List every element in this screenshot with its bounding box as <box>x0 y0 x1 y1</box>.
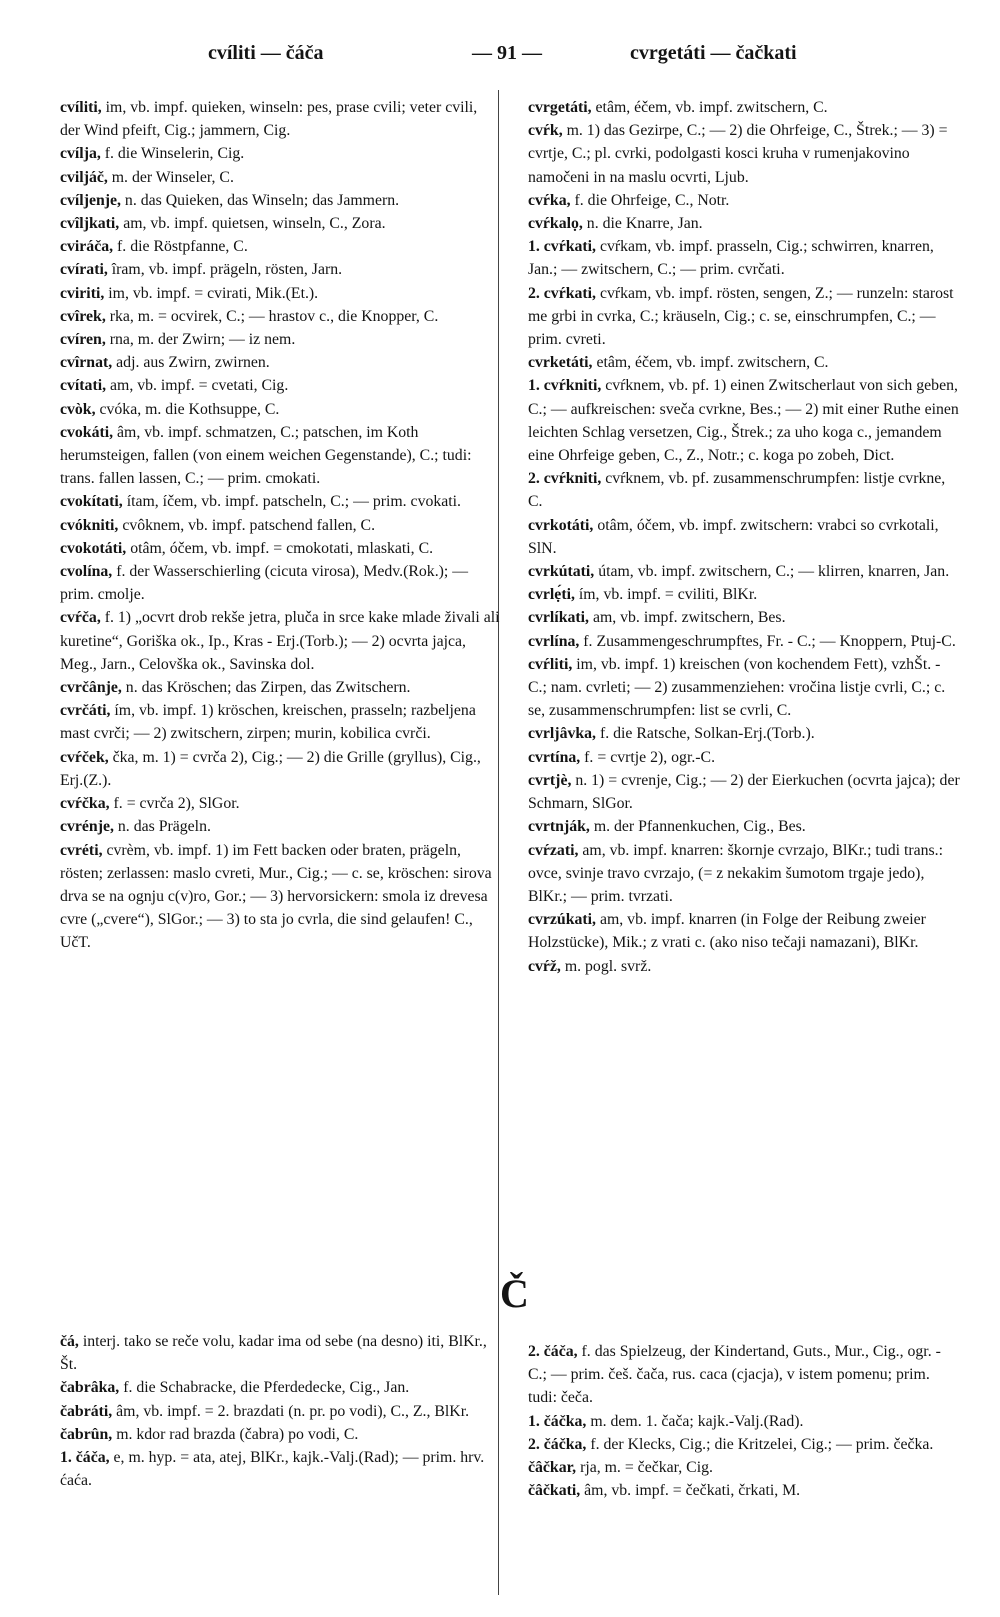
definition: îram, vb. impf. prägeln, rösten, Jarn. <box>111 261 343 279</box>
dictionary-entry <box>60 1446 500 1492</box>
headword: cvŕček, <box>60 748 109 766</box>
dictionary-entry <box>60 1376 500 1399</box>
definition: útam, vb. impf. zwitschern, C.; — klirren, knarren, Jan. <box>598 563 950 581</box>
headword: čabrâka, <box>60 1379 120 1397</box>
page-number: — 91 — <box>472 42 542 64</box>
dictionary-entry <box>528 212 960 235</box>
definition: n. das Quieken, das Winseln; das Jammern. <box>124 191 400 209</box>
definition: čka, m. 1) = cvrča 2), Cig.; — 2) die Grille (gryllus), Cig., Erj.(Z.). <box>60 748 481 789</box>
header-right: cvrgetáti — čačkati <box>630 42 797 64</box>
definition: f. die Schabracke, die Pferdedecke, Cig., Jan. <box>123 1379 410 1397</box>
headword: čá, <box>60 1333 79 1350</box>
headword: cvîrek, <box>60 307 106 325</box>
headword: cvrkútati, <box>528 563 595 581</box>
definition: ítam, íčem, vb. impf. patscheln, C.; — prim. cvokati. <box>126 493 462 511</box>
dictionary-entry <box>60 606 500 676</box>
headword: 2. cvŕkniti, <box>528 470 602 488</box>
headword: cvrgetáti, <box>528 99 592 116</box>
dictionary-entry <box>60 792 500 815</box>
dictionary-entry <box>528 955 960 978</box>
definition: m. dem. 1. čača; kajk.-Valj.(Rad). <box>590 1412 804 1430</box>
headword: cvŕča, <box>60 609 101 627</box>
dictionary-entry <box>528 746 960 769</box>
headword: čabráti, <box>60 1402 113 1420</box>
dictionary-entry <box>60 1423 500 1446</box>
dictionary-entry <box>528 235 960 281</box>
definition: f. = cvrtje 2), ogr.-C. <box>584 748 716 766</box>
dictionary-entry <box>60 96 500 142</box>
definition: adj. aus Zwirn, zwirnen. <box>116 354 270 372</box>
dictionary-entry <box>60 142 500 165</box>
headword: cvíliti, <box>60 99 102 116</box>
dictionary-entry <box>60 235 500 258</box>
definition: n. die Knarre, Jan. <box>586 215 703 233</box>
headword: cvrtjè, <box>528 771 572 789</box>
definition: im, vb. impf. quieken, winseln: pes, prase cvili; veter cvili, der Wind pfeift, Cig.; jammern, Cig. <box>60 99 478 140</box>
headword: čâčkar, <box>528 1459 577 1477</box>
headword: cvŕčka, <box>60 795 110 813</box>
definition: f. der Klecks, Cig.; die Kritzelei, Cig.; — prim. čečka. <box>590 1435 934 1453</box>
dictionary-entry <box>528 1410 960 1433</box>
definition: f. Zusammengeschrumpftes, Fr. - C.; — Knoppern, Ptuj-C. <box>583 632 956 650</box>
dictionary-entry <box>60 514 500 537</box>
dictionary-entry <box>528 908 960 954</box>
dictionary-entry <box>60 839 500 955</box>
headword: cvrljâvka, <box>528 725 597 743</box>
definition: f. der Wasserschierling (cicuta virosa), Medv.(Rok.); — prim. cmolje. <box>60 563 469 604</box>
dictionary-entry <box>528 815 960 838</box>
definition: cvóka, m. die Kothsuppe, C. <box>99 400 280 418</box>
left-column-c-section <box>60 1330 500 1492</box>
definition: m. pogl. svrž. <box>564 957 652 975</box>
dictionary-entry <box>528 653 960 723</box>
headword: cvíren, <box>60 331 106 349</box>
definition: ím, vb. impf. 1) kröschen, kreischen, prasseln; razbeljena mast cvrči; — 2) zwitschern, zirpen; murin, kobilica cvrči. <box>60 702 476 743</box>
headword: cvòk, <box>60 400 96 418</box>
headword: cvrlína, <box>528 632 580 650</box>
headword: cvokotáti, <box>60 539 127 557</box>
dictionary-entry <box>60 421 500 491</box>
dictionary-entry <box>528 374 960 467</box>
headword: cvrlẹ́ti, <box>528 586 575 604</box>
headword: cvîljkati, <box>60 215 120 233</box>
definition: f. das Spielzeug, der Kindertand, Guts., Mur., Cig., ogr. - C.; — prim. češ. čača, rus. caca (cjacja), v istem pomenu; prim. tudi: čeča. <box>528 1343 941 1407</box>
dictionary-entry <box>60 328 500 351</box>
headword: cvrtína, <box>528 748 581 766</box>
definition: m. der Winseler, C. <box>111 168 234 186</box>
dictionary-entry <box>528 560 960 583</box>
definition: m. der Pfannenkuchen, Cig., Bes. <box>593 818 806 836</box>
definition: im, vb. impf. = cvirati, Mik.(Et.). <box>108 284 319 302</box>
headword: cvrlíkati, <box>528 609 589 627</box>
headword: cvrénje, <box>60 818 114 836</box>
headword: cvrčáti, <box>60 702 111 720</box>
headword: cviljáč, <box>60 168 108 186</box>
headword: cvréti, <box>60 841 103 859</box>
dictionary-entry <box>528 630 960 653</box>
definition: otâm, óčem, vb. impf. zwitschern: vrabci so cvrkotali, SlN. <box>528 516 939 557</box>
left-column <box>60 96 500 955</box>
headword: cvíljenje, <box>60 191 121 209</box>
definition: cvŕknem, vb. pf. 1) einen Zwitscherlaut von sich geben, C.; — aufkreischen: sveča cvrkne, Bes.; — 2) mit einer Ruthe einen leichten Schlag versetzen, Cig., Štrek.; za uho koga c., jemandem eine Ohrfeige geben, C., Z., Notr.; c. koga po zobeh, Dict. <box>528 377 959 465</box>
headword: cvítati, <box>60 377 107 395</box>
dictionary-entry <box>60 258 500 281</box>
definition: interj. tako se reče volu, kadar ima od sebe (na desno) iti, BlKr., Št. <box>60 1333 487 1374</box>
dictionary-entry <box>528 722 960 745</box>
dictionary-entry <box>60 746 500 792</box>
headword: cvîrnat, <box>60 354 113 372</box>
definition: f. die Winselerin, Cig. <box>104 145 245 163</box>
dictionary-entry <box>528 514 960 560</box>
definition: f. = cvrča 2), SlGor. <box>113 795 240 813</box>
dictionary-entry <box>528 1433 960 1456</box>
definition: im, vb. impf. 1) kreischen (von kochendem Fett), vzhŠt. - C.; nam. cvrleti; — 2) zusammenziehen: vročina listje cvrli, C.; c. se, zusammenschrumpfen: list se cvrli, C. <box>528 655 946 720</box>
definition: cvŕkam, vb. impf. prasseln, Cig.; schwirren, knarren, Jan.; — zwitschern, C.; — prim. cvrčati. <box>528 238 934 279</box>
headword: cvílja, <box>60 145 101 163</box>
dictionary-entry <box>60 189 500 212</box>
definition: n. 1) = cvrenje, Cig.; — 2) der Eierkuchen (ocvrta jajca); der Schmarn, SlGor. <box>528 771 960 813</box>
dictionary-entry <box>528 583 960 606</box>
definition: ím, vb. impf. = cviliti, BlKr. <box>578 586 758 604</box>
dictionary-entry <box>60 537 500 560</box>
definition: e, m. hyp. = ata, atej, BlKr., kajk.-Valj.(Rad); — prim. hrv. ćaća. <box>60 1449 485 1490</box>
definition: cvŕknem, vb. pf. zusammenschrumpfen: listje cvrkne, C. <box>528 470 946 511</box>
headword: cvokáti, <box>60 423 114 441</box>
headword: cvŕk, <box>528 122 563 140</box>
dictionary-entry <box>60 398 500 421</box>
dictionary-entry <box>528 467 960 513</box>
right-column <box>528 96 960 978</box>
headword: cvrzúkati, <box>528 911 597 929</box>
page-header <box>60 38 976 68</box>
definition: n. das Prägeln. <box>117 818 211 836</box>
headword: 1. čáča, <box>60 1449 110 1467</box>
dictionary-entry <box>528 282 960 352</box>
definition: f. die Ratsche, Solkan-Erj.(Torb.). <box>599 725 815 743</box>
definition: am, vb. impf. = cvetati, Cig. <box>110 377 289 395</box>
dictionary-entry <box>60 1330 500 1376</box>
dictionary-entry <box>528 119 960 189</box>
dictionary-entry <box>528 1340 960 1410</box>
header-left: cvíliti — čáča <box>208 42 324 64</box>
headword: čâčkati, <box>528 1482 581 1500</box>
headword: čabrûn, <box>60 1425 113 1443</box>
dictionary-entry <box>60 560 500 606</box>
definition: âm, vb. impf. = čečkati, črkati, M. <box>584 1482 801 1500</box>
definition: âm, vb. impf. schmatzen, C.; patschen, im Koth herumsteigen, fallen (von einem weichen Gegenstande), C.; tudi: trans. fallen lassen, C.; — prim. cmokati. <box>60 423 472 488</box>
definition: m. 1) das Gezirpe, C.; — 2) die Ohrfeige, C., Štrek.; — 3) = cvrtje, C.; pl. cvrki, podolgasti kosci kruha v rumenjakovino namočeni in na maslu ocvrti, Ljub. <box>528 122 948 186</box>
headword: cvŕka, <box>528 191 571 209</box>
headword: 2. čáčka, <box>528 1435 587 1453</box>
headword: cvŕž, <box>528 957 561 975</box>
dictionary-entry <box>60 166 500 189</box>
headword: cvŕkalọ, <box>528 215 583 233</box>
dictionary-entry <box>528 839 960 909</box>
dictionary-entry <box>60 490 500 513</box>
headword: cvókniti, <box>60 516 119 534</box>
definition: otâm, óčem, vb. impf. = cmokotati, mlaskati, C. <box>130 539 434 557</box>
dictionary-entry <box>528 189 960 212</box>
headword: 1. cvŕkati, <box>528 238 597 256</box>
definition: cvrèm, vb. impf. 1) im Fett backen oder braten, prägeln, rösten; zerlassen: maslo cvreti, Mur., Cig.; — c. se, kröschen: sirova drva se na ognju c(v)ro, Gor.; — 3) hervorsickern: smola iz drevesa cvre („cvere“), SlGor.; — 3) to sta jo cvrla, die sind gelaufen! C., UčT. <box>60 841 492 952</box>
definition: rna, m. der Zwirn; — iz nem. <box>109 331 296 349</box>
headword: cvrčânje, <box>60 679 122 697</box>
definition: rja, m. = čečkar, Cig. <box>580 1459 713 1477</box>
definition: f. 1) „ocvrt drob rekše jetra, pluča in srce kake mlade živali ali kuretine“, Goriška ok., Ip., Kras - Erj.(Torb.); — 2) ocvrta jajca, Meg., Jarn., Celovška ok., Savinska dol. <box>60 609 500 673</box>
headword: 2. čáča, <box>528 1343 578 1360</box>
definition: am, vb. impf. knarren (in Folge der Reibung zweier Holzstücke), Mik.; z vrati c. (ako niso tečaji namazani), BlKr. <box>528 911 926 952</box>
definition: cvôknem, vb. impf. patschend fallen, C. <box>122 516 376 534</box>
definition: am, vb. impf. knarren: škornje cvrzajo, BlKr.; tudi trans.: ovce, svinje travo cvrzajo, (= z nekakim šumotom trgaje jedo), BlKr.; — prim. tvrzati. <box>528 841 944 905</box>
headword: 2. cvŕkati, <box>528 284 597 302</box>
headword: cvírati, <box>60 261 108 279</box>
dictionary-entry <box>528 96 960 119</box>
headword: cvrtnják, <box>528 818 590 836</box>
dictionary-entry <box>60 1400 500 1423</box>
dictionary-entry <box>60 815 500 838</box>
headword: cvokítati, <box>60 493 123 511</box>
dictionary-entry <box>60 212 500 235</box>
headword: cviráča, <box>60 238 114 256</box>
definition: m. kdor rad brazda (čabra) po vodi, C. <box>116 1425 359 1443</box>
headword: cvolína, <box>60 563 113 581</box>
definition: âm, vb. impf. = 2. brazdati (n. pr. po vodi), C., Z., BlKr. <box>116 1402 470 1420</box>
definition: f. die Ohrfeige, C., Notr. <box>574 191 730 209</box>
dictionary-entry <box>60 282 500 305</box>
definition: rka, m. = ocvirek, C.; — hrastov c., die Knopper, C. <box>109 307 439 325</box>
headword: cviriti, <box>60 284 105 302</box>
dictionary-entry <box>528 1456 960 1479</box>
definition: n. das Kröschen; das Zirpen, das Zwitschern. <box>125 679 411 697</box>
headword: cvŕliti, <box>528 655 573 673</box>
definition: am, vb. impf. quietsen, winseln, C., Zora. <box>123 215 386 233</box>
dictionary-entry <box>60 699 500 745</box>
definition: f. die Röstpfanne, C. <box>117 238 248 256</box>
dictionary-entry <box>528 1479 960 1502</box>
dictionary-entry <box>528 606 960 629</box>
dictionary-entry <box>60 676 500 699</box>
headword: cvrketáti, <box>528 354 593 372</box>
headword: cvŕzati, <box>528 841 579 859</box>
headword: cvrkotáti, <box>528 516 594 534</box>
dictionary-entry <box>528 769 960 815</box>
definition: etâm, éčem, vb. impf. zwitschern, C. <box>595 99 828 116</box>
dictionary-entry <box>60 351 500 374</box>
dictionary-entry <box>60 374 500 397</box>
headword: 1. cvŕkniti, <box>528 377 602 395</box>
dictionary-entry <box>528 351 960 374</box>
dictionary-entry <box>60 305 500 328</box>
definition: am, vb. impf. zwitschern, Bes. <box>592 609 786 627</box>
headword: 1. čáčka, <box>528 1412 587 1430</box>
definition: cvŕkam, vb. impf. rösten, sengen, Z.; — runzeln: starost me grbi in cvrka, C.; kräuseln, Cig.; c. se, einschrumpfen, C.; — prim. cvreti. <box>528 284 954 349</box>
right-column-c-section <box>528 1340 960 1502</box>
definition: etâm, éčem, vb. impf. zwitschern, C. <box>596 354 829 372</box>
section-letter: Č <box>500 1271 529 1316</box>
